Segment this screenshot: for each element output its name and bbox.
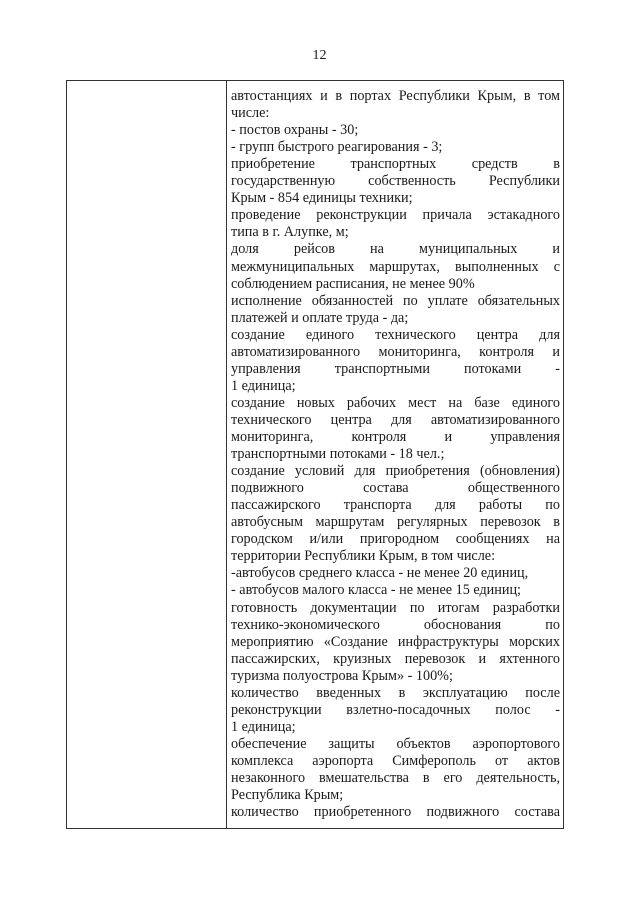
text-line: - постов охраны - 30; xyxy=(231,122,359,139)
text-line: технико-экономического обоснования по xyxy=(231,616,560,633)
text-line: создание условий для приобретения (обновления) xyxy=(231,463,560,480)
text-line: пассажирских, круизных перевозок и яхтенного xyxy=(231,650,560,667)
text-line: соблюдением расписания, не менее 90% xyxy=(231,275,475,292)
text-line: реконструкции взлетно-посадочных полос - xyxy=(231,701,560,718)
document-table xyxy=(66,80,564,829)
text-line: приобретение транспортных средств в xyxy=(231,156,560,173)
text-line: проведение реконструкции причала эстакадного xyxy=(231,207,560,224)
text-line: управления транспортными потоками - xyxy=(231,360,560,377)
text-line: транспортными потоками - 18 чел.; xyxy=(231,446,445,463)
text-line: автобусным маршрутам регулярных перевозок в xyxy=(231,514,560,531)
text-line: создание единого технического центра для xyxy=(231,326,560,343)
text-line: пассажирского транспорта для работы по xyxy=(231,497,560,514)
text-line: типа в г. Алупке, м; xyxy=(231,224,349,241)
text-line: автостанциях и в портах Республики Крым, в том xyxy=(231,88,560,104)
text-line: -автобусов среднего класса - не менее 20 единиц, xyxy=(231,565,529,582)
text-line: Крым - 854 единицы техники; xyxy=(231,190,413,207)
text-line: - автобусов малого класса - не менее 15 единиц; xyxy=(231,582,521,599)
text-line: мероприятию «Создание инфраструктуры морских xyxy=(231,633,560,650)
text-line: Республика Крым; xyxy=(231,787,344,804)
text-line: межмуниципальных маршрутах, выполненных с xyxy=(231,258,560,275)
table-right-column xyxy=(227,81,564,828)
text-line: количество введенных в эксплуатацию после xyxy=(231,684,560,701)
text-line: - групп быстрого реагирования - 3; xyxy=(231,139,443,156)
text-line: 1 единица; xyxy=(231,718,296,735)
text-line: технического центра для автоматизированного xyxy=(231,411,560,428)
text-line: количество приобретенного подвижного состава xyxy=(231,804,560,821)
text-line: доля рейсов на муниципальных и xyxy=(231,241,560,258)
text-line: платежей и оплате труда - да; xyxy=(231,309,409,326)
text-line: обеспечение защиты объектов аэропортового xyxy=(231,735,560,752)
text-line: незаконного вмешательства в его деятельность, xyxy=(231,770,560,786)
text-line: автоматизированного мониторинга, контроля и xyxy=(231,343,560,360)
text-line: комплекса аэропорта Симферополь от актов xyxy=(231,752,560,769)
text-line: исполнение обязанностей по уплате обязательных xyxy=(231,292,560,309)
text-line: городском и/или пригородном сообщениях на xyxy=(231,531,560,548)
text-line: туризма полуострова Крым» - 100%; xyxy=(231,667,453,684)
page-number: 12 xyxy=(312,48,327,63)
text-line: создание новых рабочих мест на базе единого xyxy=(231,394,560,411)
text-line: готовность документации по итогам разработки xyxy=(231,599,560,616)
text-line: территории Республики Крым, в том числе: xyxy=(231,548,496,565)
text-line: подвижного состава общественного xyxy=(231,480,560,497)
text-line: 1 единица; xyxy=(231,377,296,394)
text-line: государственную собственность Республики xyxy=(231,173,560,190)
text-line: мониторинга, контроля и управления xyxy=(231,429,560,445)
text-line: числе: xyxy=(231,105,270,122)
table-left-column xyxy=(67,81,227,828)
